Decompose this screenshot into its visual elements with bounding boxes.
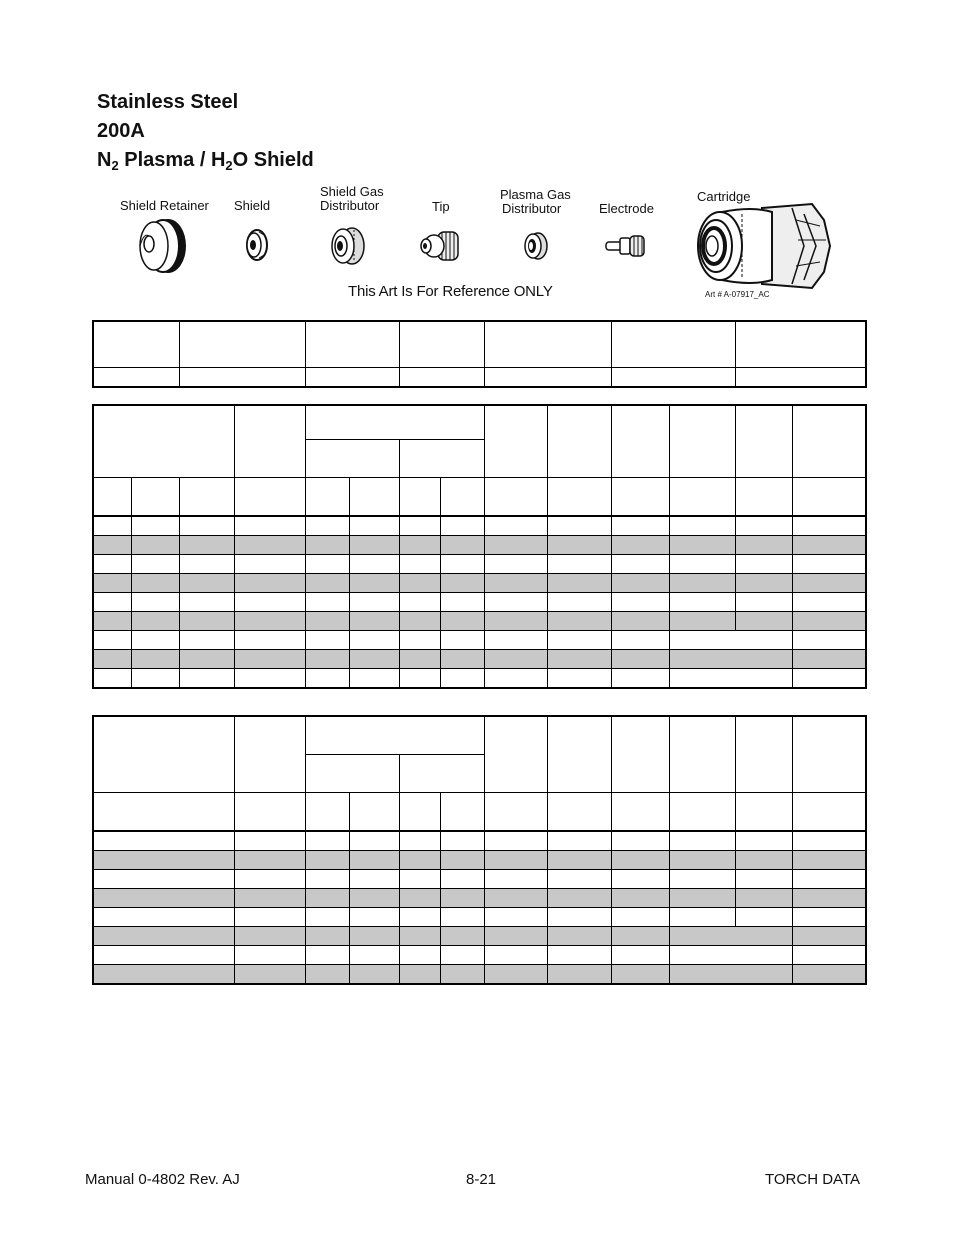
header-cell xyxy=(611,716,669,793)
unit-cell xyxy=(234,793,305,832)
header-cell xyxy=(305,440,399,478)
value-cell xyxy=(93,368,179,388)
table-row xyxy=(93,612,866,631)
table-row xyxy=(93,831,866,851)
value-cell xyxy=(611,368,735,388)
header-cell xyxy=(735,716,792,793)
unit-cell xyxy=(611,478,669,517)
table-row xyxy=(93,908,866,927)
unit-cell xyxy=(93,478,131,517)
unit-cell xyxy=(611,793,669,832)
header-cell xyxy=(399,321,484,368)
table-row xyxy=(93,927,866,946)
footer-section: TORCH DATA xyxy=(765,1171,861,1188)
header-row xyxy=(93,405,866,440)
label-plasma-gas-distributor-1: Plasma Gas xyxy=(500,187,571,202)
title-material: Stainless Steel xyxy=(97,91,239,113)
header-cell xyxy=(611,321,735,368)
label-shield-gas-distributor-2: Distributor xyxy=(320,198,380,213)
shield-retainer-illustration xyxy=(134,216,190,276)
unit-cell xyxy=(305,478,349,517)
label-plasma-gas-distributor-2: Distributor xyxy=(502,201,562,216)
unit-cell xyxy=(234,478,305,517)
header-cell xyxy=(547,716,611,793)
unit-cell xyxy=(399,478,440,517)
header-cell xyxy=(611,405,669,478)
value-cell xyxy=(399,368,484,388)
value-cell xyxy=(179,368,305,388)
cut-chart-table-1 xyxy=(92,404,867,689)
header-cell xyxy=(305,755,399,793)
part-number-table xyxy=(92,320,867,388)
table-row xyxy=(93,574,866,593)
shield-gas-distributor-illustration xyxy=(328,224,366,268)
part-table-header-row xyxy=(93,321,866,368)
unit-cell xyxy=(131,478,179,517)
unit-cell xyxy=(399,793,440,832)
value-cell xyxy=(735,368,866,388)
electrode-illustration xyxy=(602,232,648,260)
table-row xyxy=(93,650,866,669)
footer-manual: Manual 0-4802 Rev. AJ xyxy=(85,1171,240,1188)
header-cell xyxy=(735,405,792,478)
table-row xyxy=(93,536,866,555)
title-middle: Plasma / H xyxy=(118,149,226,171)
header-cell xyxy=(669,405,735,478)
label-shield-gas-distributor-1: Shield Gas xyxy=(320,184,384,199)
unit-cell xyxy=(305,793,349,832)
table-row xyxy=(93,669,866,689)
shield-illustration xyxy=(243,228,269,262)
part-table-value-row xyxy=(93,368,866,388)
unit-cell xyxy=(547,793,611,832)
header-cell xyxy=(792,405,866,478)
table-row xyxy=(93,593,866,612)
title-n: N xyxy=(97,149,112,171)
title-n-sub: 2 xyxy=(111,158,119,173)
unit-cell xyxy=(93,793,234,832)
title-h-sub: 2 xyxy=(225,158,233,173)
unit-cell xyxy=(669,478,735,517)
header-cell xyxy=(484,321,611,368)
header-cell xyxy=(234,405,305,478)
label-tip: Tip xyxy=(432,199,450,214)
value-cell xyxy=(484,368,611,388)
unit-cell xyxy=(484,793,547,832)
header-cell xyxy=(305,321,399,368)
table-row xyxy=(93,516,866,536)
cartridge-illustration xyxy=(692,200,834,292)
header-row xyxy=(93,716,866,755)
header-cell xyxy=(234,716,305,793)
cut-chart-table-2 xyxy=(92,715,867,985)
unit-cell xyxy=(792,793,866,832)
header-cell xyxy=(792,716,866,793)
table-row xyxy=(93,631,866,650)
footer-page-number: 8-21 xyxy=(466,1171,497,1188)
header-cell xyxy=(484,716,547,793)
header-cell xyxy=(484,405,547,478)
label-shield: Shield xyxy=(234,198,271,213)
table-row xyxy=(93,946,866,965)
title-end: O Shield xyxy=(232,149,314,171)
label-cartridge: Cartridge xyxy=(697,189,751,204)
label-electrode: Electrode xyxy=(599,201,654,216)
unit-cell xyxy=(735,793,792,832)
unit-row xyxy=(93,793,866,832)
unit-cell xyxy=(792,478,866,517)
title-gas xyxy=(97,148,314,178)
header-cell xyxy=(93,716,234,793)
header-cell xyxy=(93,405,234,478)
unit-cell xyxy=(179,478,234,517)
unit-cell xyxy=(440,478,484,517)
unit-cell xyxy=(735,478,792,517)
header-cell xyxy=(93,321,179,368)
header-cell xyxy=(735,321,866,368)
unit-cell xyxy=(484,478,547,517)
header-cell xyxy=(179,321,305,368)
unit-cell xyxy=(669,793,735,832)
header-cell xyxy=(547,405,611,478)
art-number: Art # A-07917_AC xyxy=(705,290,770,299)
header-cell xyxy=(399,755,484,793)
header-cell xyxy=(669,716,735,793)
unit-row xyxy=(93,478,866,517)
table-row xyxy=(93,889,866,908)
header-cell xyxy=(305,405,484,440)
unit-cell xyxy=(349,478,399,517)
header-cell xyxy=(305,716,484,755)
reference-note: This Art Is For Reference ONLY xyxy=(348,283,553,300)
unit-cell xyxy=(547,478,611,517)
table-row xyxy=(93,870,866,889)
label-shield-retainer: Shield Retainer xyxy=(120,198,209,213)
title-amperage: 200A xyxy=(97,120,145,142)
unit-cell xyxy=(349,793,399,832)
table-row xyxy=(93,965,866,985)
table-row xyxy=(93,851,866,870)
header-cell xyxy=(399,440,484,478)
unit-cell xyxy=(440,793,484,832)
value-cell xyxy=(305,368,399,388)
tip-illustration xyxy=(416,226,464,266)
table-row xyxy=(93,555,866,574)
plasma-gas-distributor-illustration xyxy=(520,230,550,262)
